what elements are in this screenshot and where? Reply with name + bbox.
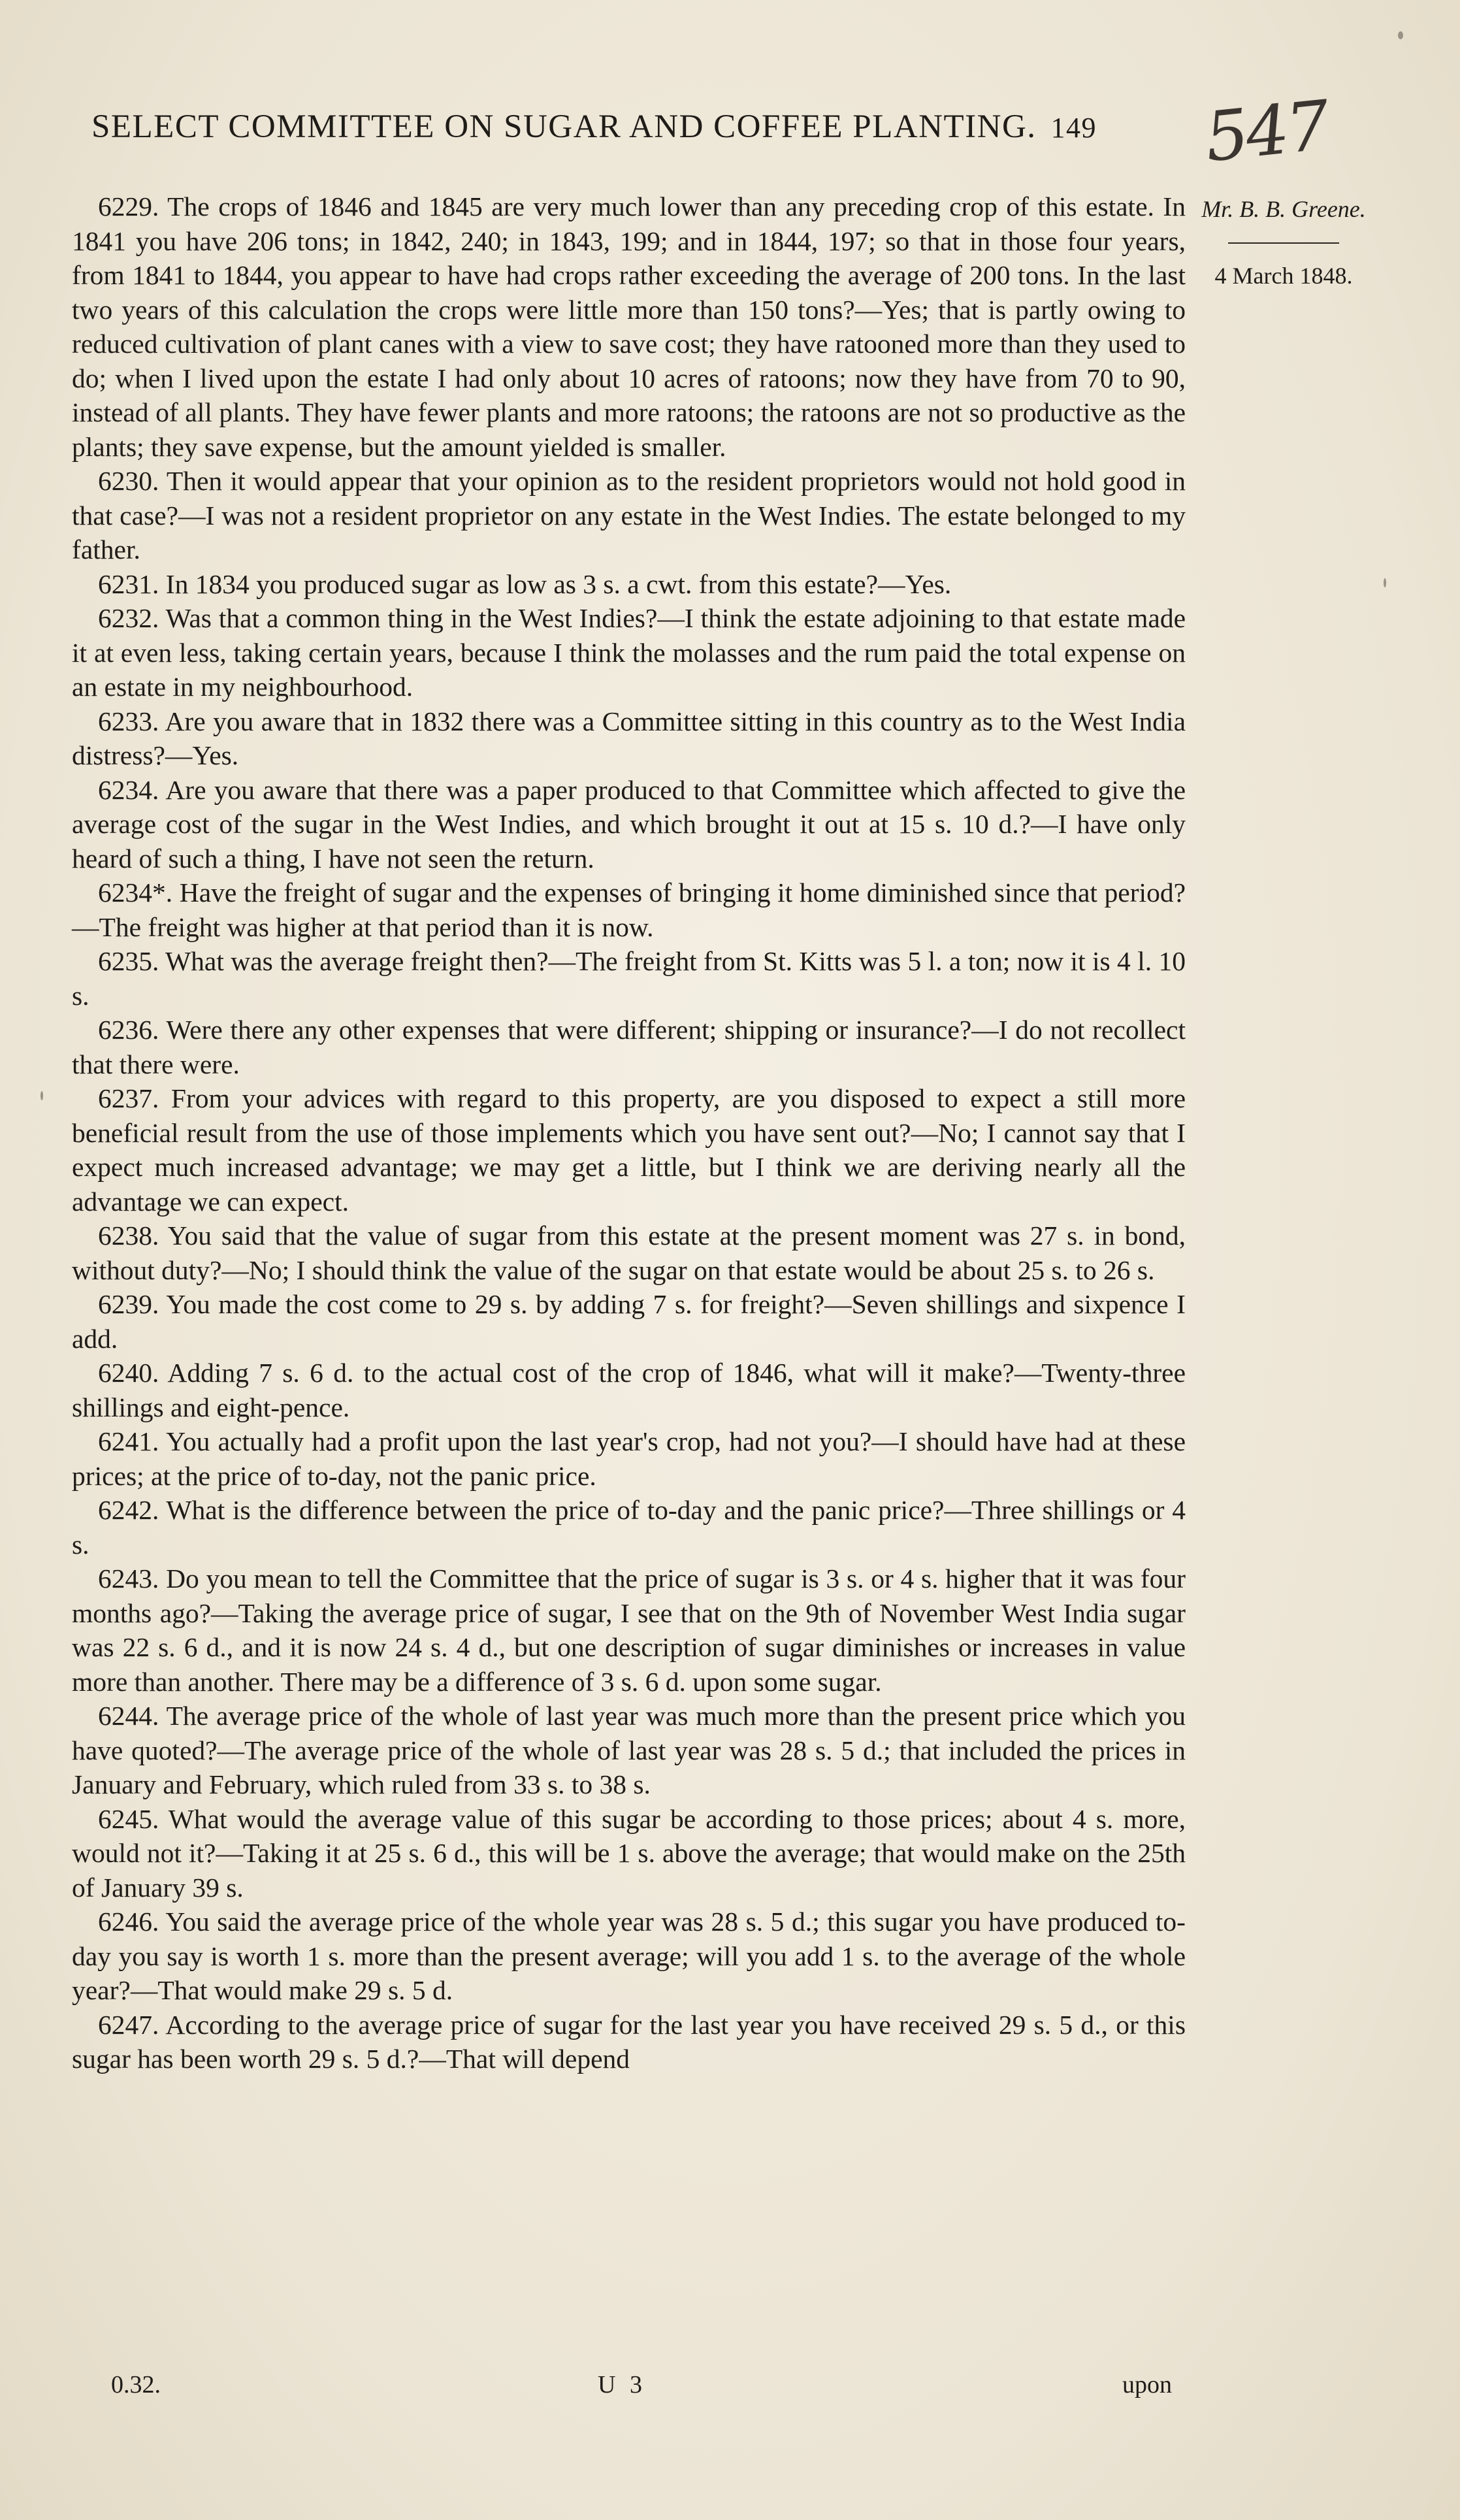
paragraph-6239: 6239. You made the cost come to 29 s. by adding 7 s. for freight?—Seven shillings and sixpence I add. <box>72 1289 1186 1354</box>
paragraph-6237: 6237. From your advices with regard to this property, are you disposed to expect a still more beneficial result from the use of those implements which you have sent out?—No; I cannot say that I expect much increased advantage; we may get a little, but I think we are deriving nearly all the advantage we can expect. <box>72 1083 1186 1217</box>
paragraph-6234: 6234. Are you aware that there was a paper produced to that Committee which affected to give the average cost of the sugar in the West Indies, and which brought it out at 15 s. 10 d.?—I have only heard of such a thing, I have not seen the return. <box>72 774 1186 874</box>
paragraph-6238: 6238. You said that the value of sugar from this estate at the present moment was 27 s. in bond, without duty?—No; I should think the value of the sugar on that estate would be about 25 s. to 26 s. <box>72 1220 1186 1285</box>
paragraph-6243: 6243. Do you mean to tell the Committee that the price of sugar is 3 s. or 4 s. higher that it was four months ago?—Taking the average price of sugar, I see that on the 9th of November West India sugar was 22 s. 6 d., and it is now 24 s. 4 d., but one description of sugar diminishes or increases in value more than another. There may be a difference of 3 s. 6 d. upon some sugar. <box>72 1563 1186 1697</box>
paragraph-6240: 6240. Adding 7 s. 6 d. to the actual cost of the crop of 1846, what will it make?—Twenty-three shillings and eight-pence. <box>72 1358 1186 1422</box>
paragraph-6235: 6235. What was the average freight then?—The freight from St. Kitts was 5 l. a ton; now it is 4 l. 10 s. <box>72 946 1186 1011</box>
paragraph-6233: 6233. Are you aware that in 1832 there was a Committee sitting in this country as to the West India distress?—Yes. <box>72 706 1186 770</box>
margin-note <box>1176 193 1391 293</box>
paragraph-6234-star: 6234*. Have the freight of sugar and the expenses of bringing it home diminished since that period?—The freight was higher at that period than it is now. <box>72 877 1186 942</box>
paragraph-6242: 6242. What is the difference between the price of to-day and the panic price?—Three shillings or 4 s. <box>72 1495 1186 1560</box>
page-number: 149 <box>1050 112 1097 144</box>
paragraph-6244: 6244. The average price of the whole of last year was much more than the present price which you have quoted?—The average price of the whole of last year was 28 s. 5 d.; that included the prices in January and February, which ruled from 33 s. to 38 s. <box>72 1701 1186 1799</box>
testimony-date: 4 March 1848. <box>1214 263 1353 289</box>
footer-catchword: upon <box>1122 2371 1172 2398</box>
margin-speck <box>1384 578 1386 587</box>
paragraph-6229: 6229. The crops of 1846 and 1845 are very much lower than any preceding crop of this estate. In 1841 you have 206 tons; in 1842, 240; in 1843, 199; and in 1844, 197; so that in those four years, from 1841 to 1844, you appear to have had crops rather exceeding the average of 200 tons. In the last two years of this calculation the crops were little more than 150 tons?—Yes; that is partly owing to reduced cultivation of plant canes with a view to save cost; they have ratooned more than they used to do; when I lived upon the estate I had only about 10 acres of ratoons; now they have from 70 to 90, instead of all plants. They have fewer plants and more ratoons; the ratoons are not so productive as the plants; they save expense, but the amount yielded is smaller. <box>72 191 1186 462</box>
handwritten-folio-number: 547 <box>1201 85 1331 178</box>
paragraph-6230: 6230. Then it would appear that your opinion as to the resident proprietors would not hold good in that case?—I was not a resident proprietor on any estate in the West Indies. The estate belonged to my father. <box>72 466 1186 565</box>
paragraph-6241: 6241. You actually had a profit upon the last year's crop, had not you?—I should have had at these prices; at the price of to-day, not the panic price. <box>72 1426 1186 1491</box>
paragraph-6246: 6246. You said the average price of the whole year was 28 s. 5 d.; this sugar you have produced to-day you say is worth 1 s. more than the present average; will you add 1 s. to the average of the whole year?—That would make 29 s. 5 d. <box>72 1906 1186 2005</box>
footer-sessional-number: 0.32. <box>111 2371 161 2398</box>
margin-speck <box>1398 31 1403 39</box>
margin-speck <box>41 1091 43 1100</box>
paragraph-6247: 6247. According to the average price of sugar for the last year you have received 29 s. 5 d., or this sugar has been worth 29 s. 5 d.?—That will depend <box>72 2009 1186 2074</box>
testimony-body <box>72 189 1186 2076</box>
paragraph-6245: 6245. What would the average value of this sugar be according to those prices; about 4 s. more, would not it?—Taking it at 25 s. 6 d., this will be 1 s. above the average; that would make on the 25th of January 39 s. <box>72 1803 1186 1903</box>
witness-name: Mr. B. B. Greene. <box>1201 196 1366 222</box>
margin-divider <box>1228 242 1339 244</box>
footer-signature-mark: U 3 <box>598 2371 646 2398</box>
page-title: SELECT COMMITTEE ON SUGAR AND COFFEE PLANTING. <box>91 108 1037 145</box>
paragraph-6231: 6231. In 1834 you produced sugar as low as 3 s. a cwt. from this estate?—Yes. <box>98 568 952 599</box>
running-head <box>91 108 1156 146</box>
paragraph-6232: 6232. Was that a common thing in the West Indies?—I think the estate adjoining to that estate made it at even less, taking certain years, because I think the molasses and the rum paid the total expense on an estate in my neighbourhood. <box>72 603 1186 702</box>
paragraph-6236: 6236. Were there any other expenses that were different; shipping or insurance?—I do not recollect that there were. <box>72 1015 1186 1079</box>
